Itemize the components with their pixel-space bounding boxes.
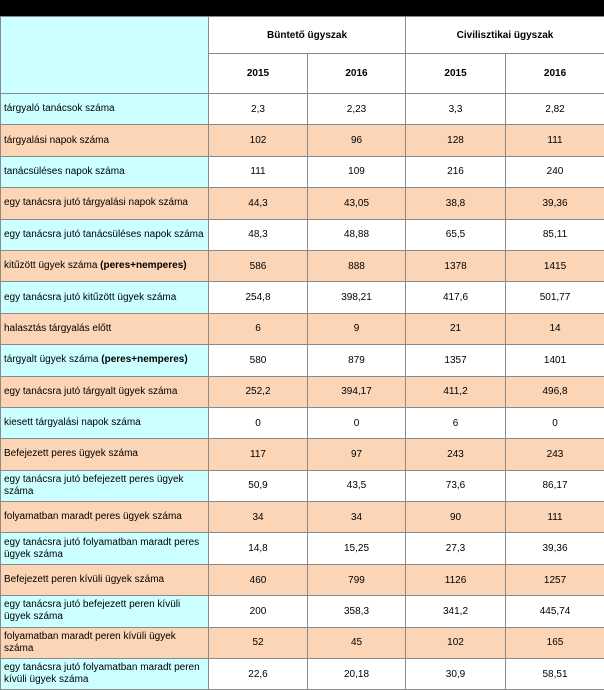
value-cell: 85,11: [506, 219, 604, 250]
row-label-text: Befejezett peres ügyek száma: [4, 448, 138, 459]
court-statistics-table: [0, 16, 604, 690]
value-cell: 1415: [506, 250, 604, 281]
row-label: [1, 125, 209, 156]
value-cell: 21: [406, 313, 506, 344]
value-cell: 128: [406, 125, 506, 156]
value-cell: 111: [209, 156, 308, 187]
header-row-groups: [1, 17, 604, 54]
table-row: [1, 659, 604, 690]
row-label: [1, 313, 209, 344]
row-label: [1, 376, 209, 407]
value-cell: 1257: [506, 564, 604, 595]
table-row: [1, 125, 604, 156]
table-row: [1, 156, 604, 187]
value-cell: 14: [506, 313, 604, 344]
row-label-text: egy tanácsra jutó befejezett peres ügyek száma: [4, 474, 184, 497]
value-cell: 460: [209, 564, 308, 595]
value-cell: 58,51: [506, 659, 604, 690]
header-year: 2016: [506, 54, 604, 94]
header-year: 2016: [308, 54, 406, 94]
value-cell: 6: [209, 313, 308, 344]
value-cell: 50,9: [209, 470, 308, 501]
value-cell: 1357: [406, 345, 506, 376]
value-cell: 6: [406, 407, 506, 438]
row-label-text: kiesett tárgyalási napok száma: [4, 417, 141, 428]
value-cell: 0: [308, 407, 406, 438]
value-cell: 394,17: [308, 376, 406, 407]
value-cell: 44,3: [209, 188, 308, 219]
value-cell: 2,3: [209, 94, 308, 125]
value-cell: 90: [406, 502, 506, 533]
value-cell: 34: [308, 502, 406, 533]
row-label: [1, 596, 209, 627]
header-criminal-group: Büntető ügyszak: [209, 17, 406, 54]
table-row: [1, 219, 604, 250]
header-civil-group: Civilisztikai ügyszak: [406, 17, 604, 54]
table-row: [1, 533, 604, 564]
value-cell: 102: [209, 125, 308, 156]
table-row: [1, 627, 604, 658]
value-cell: 20,18: [308, 659, 406, 690]
header-year: 2015: [209, 54, 308, 94]
row-label: [1, 282, 209, 313]
value-cell: 1401: [506, 345, 604, 376]
value-cell: 799: [308, 564, 406, 595]
value-cell: 417,6: [406, 282, 506, 313]
value-cell: 102: [406, 627, 506, 658]
value-cell: 39,36: [506, 533, 604, 564]
row-label: [1, 502, 209, 533]
table-row: [1, 407, 604, 438]
row-label: [1, 188, 209, 219]
value-cell: 27,3: [406, 533, 506, 564]
row-label: [1, 627, 209, 658]
table-row: [1, 282, 604, 313]
row-label-suffix: (peres+nemperes): [101, 354, 187, 365]
value-cell: 109: [308, 156, 406, 187]
value-cell: 38,8: [406, 188, 506, 219]
value-cell: 1126: [406, 564, 506, 595]
value-cell: 14,8: [209, 533, 308, 564]
header-year: 2015: [406, 54, 506, 94]
row-label: [1, 533, 209, 564]
row-label-text: tárgyalási napok száma: [4, 135, 109, 146]
value-cell: 0: [209, 407, 308, 438]
value-cell: 240: [506, 156, 604, 187]
value-cell: 165: [506, 627, 604, 658]
row-label-text: egy tanácsra jutó tanácsüléses napok száma: [4, 229, 204, 240]
table-row: [1, 564, 604, 595]
value-cell: 2,23: [308, 94, 406, 125]
value-cell: 97: [308, 439, 406, 470]
table-row: [1, 596, 604, 627]
value-cell: 30,9: [406, 659, 506, 690]
value-cell: 22,6: [209, 659, 308, 690]
value-cell: 3,3: [406, 94, 506, 125]
value-cell: 496,8: [506, 376, 604, 407]
value-cell: 1378: [406, 250, 506, 281]
table-row: [1, 376, 604, 407]
table-row: [1, 188, 604, 219]
row-label-text: Befejezett peren kívüli ügyek száma: [4, 574, 164, 585]
value-cell: 0: [506, 407, 604, 438]
table-row: [1, 250, 604, 281]
value-cell: 43,5: [308, 470, 406, 501]
value-cell: 117: [209, 439, 308, 470]
row-label-suffix: (peres+nemperes): [100, 260, 186, 271]
value-cell: 398,21: [308, 282, 406, 313]
table-row: [1, 94, 604, 125]
value-cell: 216: [406, 156, 506, 187]
table-row: [1, 439, 604, 470]
value-cell: 252,2: [209, 376, 308, 407]
row-label-text: egy tanácsra jutó tárgyalt ügyek száma: [4, 386, 177, 397]
row-label: [1, 659, 209, 690]
row-label-text: folyamatban maradt peren kívüli ügyek száma: [4, 631, 176, 654]
row-label: [1, 156, 209, 187]
value-cell: 96: [308, 125, 406, 156]
top-black-bar: [0, 0, 604, 16]
value-cell: 34: [209, 502, 308, 533]
value-cell: 501,77: [506, 282, 604, 313]
row-label-text: egy tanácsra jutó folyamatban maradt peres ügyek száma: [4, 537, 199, 560]
header-blank-cell: [1, 17, 209, 94]
row-label: [1, 470, 209, 501]
value-cell: 243: [406, 439, 506, 470]
value-cell: 445,74: [506, 596, 604, 627]
value-cell: 358,3: [308, 596, 406, 627]
table-row: [1, 345, 604, 376]
value-cell: 200: [209, 596, 308, 627]
value-cell: 879: [308, 345, 406, 376]
value-cell: 888: [308, 250, 406, 281]
row-label-text: egy tanácsra jutó kitűzött ügyek száma: [4, 292, 176, 303]
table-row: [1, 313, 604, 344]
table-row: [1, 502, 604, 533]
value-cell: 45: [308, 627, 406, 658]
row-label-text: folyamatban maradt peres ügyek száma: [4, 511, 182, 522]
row-label: [1, 439, 209, 470]
row-label-text: egy tanácsra jutó befejezett peren kívüli ügyek száma: [4, 599, 180, 622]
row-label: [1, 94, 209, 125]
value-cell: 586: [209, 250, 308, 281]
value-cell: 254,8: [209, 282, 308, 313]
value-cell: 65,5: [406, 219, 506, 250]
value-cell: 341,2: [406, 596, 506, 627]
row-label-text: halasztás tárgyalás előtt: [4, 323, 111, 334]
row-label-text: tanácsüléses napok száma: [4, 166, 125, 177]
row-label: [1, 250, 209, 281]
value-cell: 111: [506, 502, 604, 533]
row-label-text: tárgyalt ügyek száma: [4, 354, 101, 365]
row-label-text: tárgyaló tanácsok száma: [4, 103, 115, 114]
table-row: [1, 470, 604, 501]
value-cell: 243: [506, 439, 604, 470]
row-label: [1, 564, 209, 595]
row-label: [1, 219, 209, 250]
value-cell: 580: [209, 345, 308, 376]
value-cell: 86,17: [506, 470, 604, 501]
value-cell: 111: [506, 125, 604, 156]
value-cell: 39,36: [506, 188, 604, 219]
value-cell: 48,3: [209, 219, 308, 250]
row-label-text: egy tanácsra jutó folyamatban maradt peren kívüli ügyek száma: [4, 662, 200, 685]
value-cell: 43,05: [308, 188, 406, 219]
value-cell: 2,82: [506, 94, 604, 125]
value-cell: 52: [209, 627, 308, 658]
row-label-text: kitűzött ügyek száma: [4, 260, 100, 271]
value-cell: 411,2: [406, 376, 506, 407]
value-cell: 48,88: [308, 219, 406, 250]
value-cell: 9: [308, 313, 406, 344]
row-label: [1, 407, 209, 438]
value-cell: 73,6: [406, 470, 506, 501]
value-cell: 15,25: [308, 533, 406, 564]
row-label-text: egy tanácsra jutó tárgyalási napok száma: [4, 197, 188, 208]
row-label: [1, 345, 209, 376]
